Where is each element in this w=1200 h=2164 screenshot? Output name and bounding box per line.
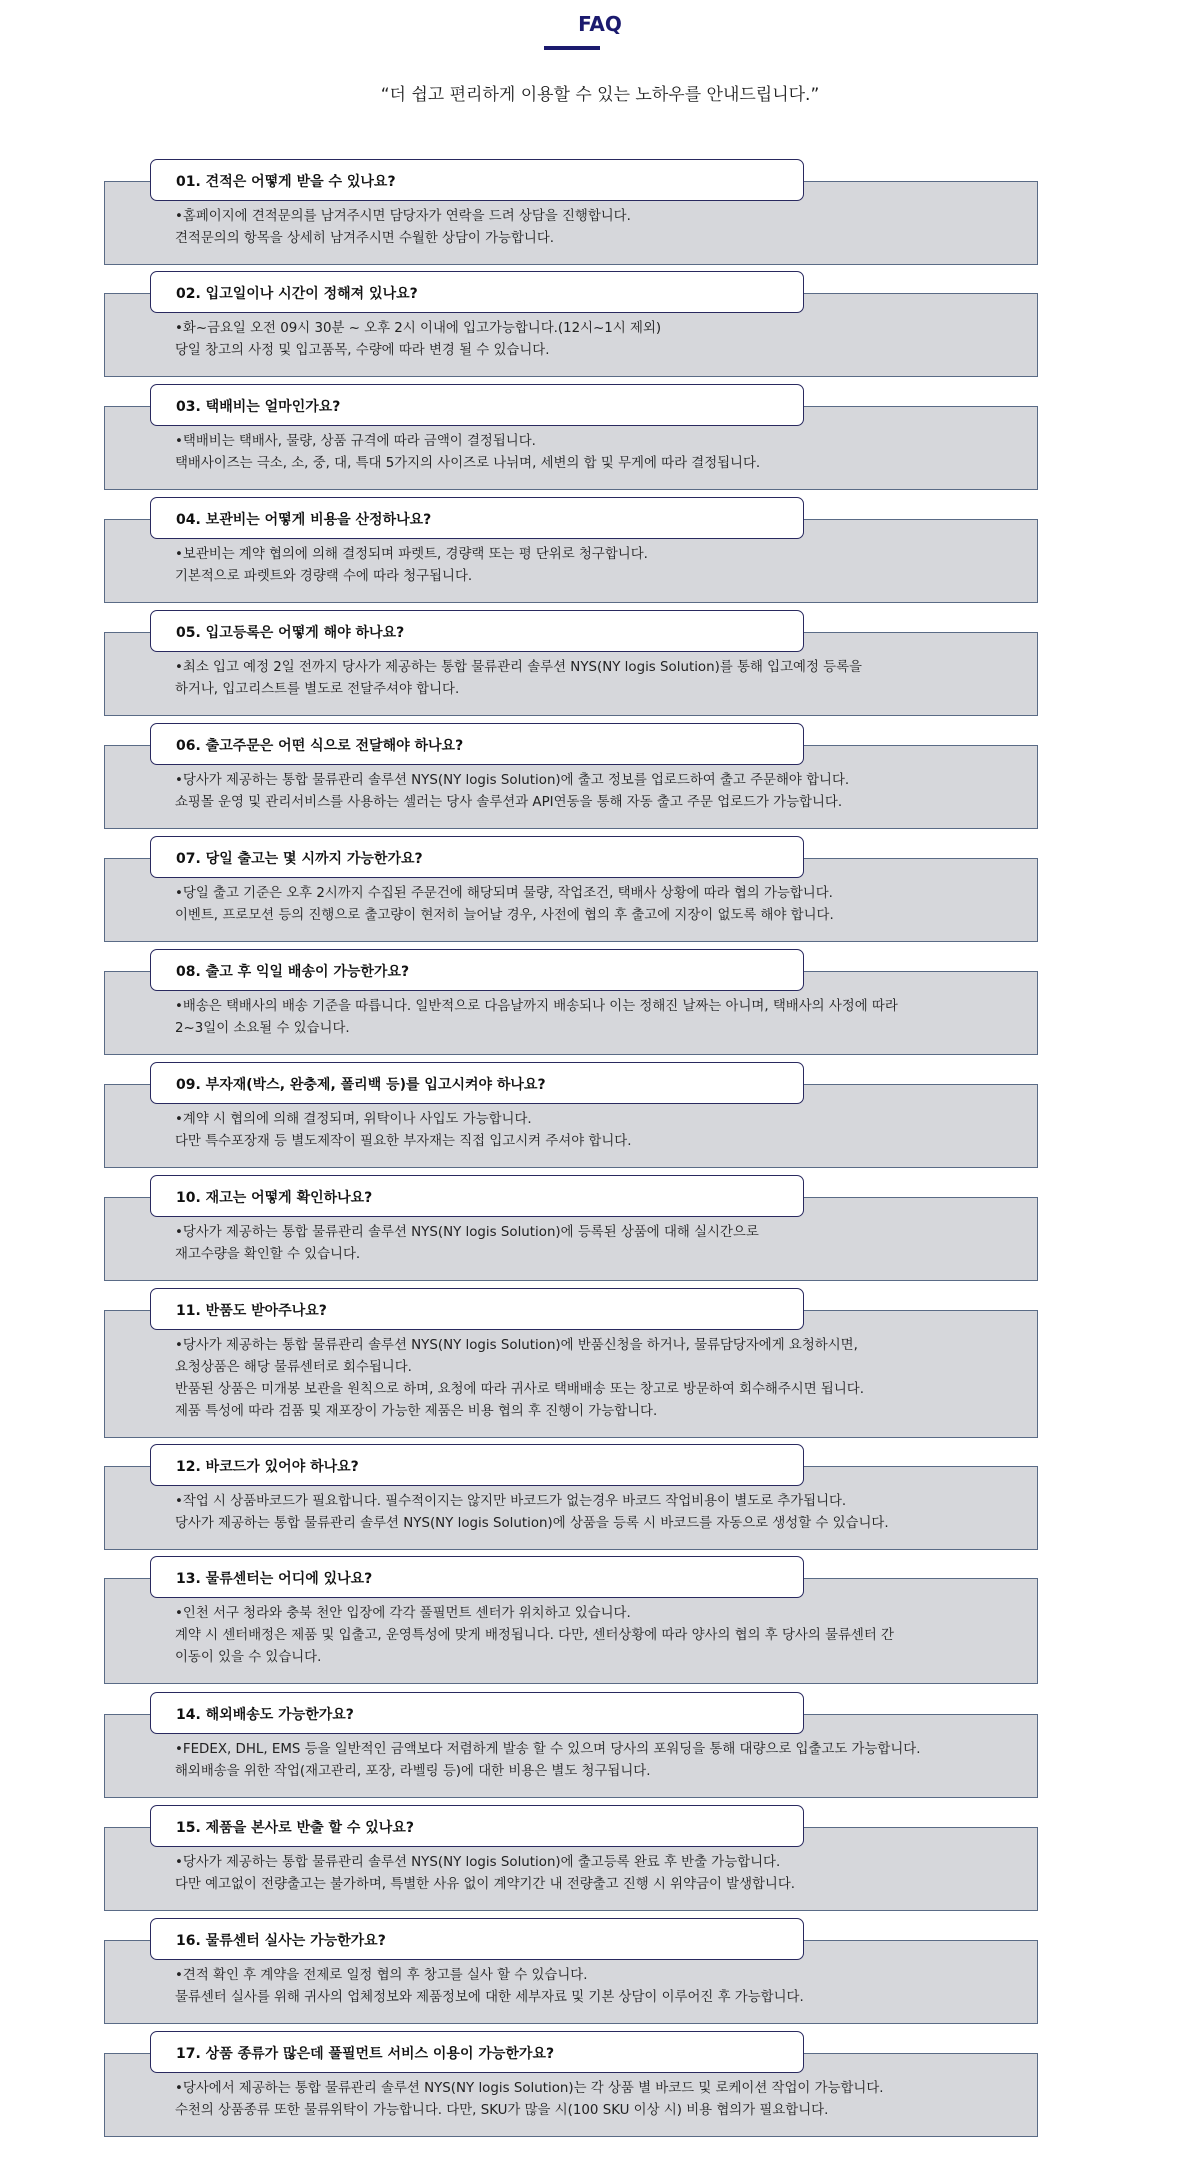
faq-question: 09. 부자재(박스, 완충제, 폴리백 등)를 입고시켜야 하나요? [176, 1077, 546, 1093]
faq-answer [175, 770, 1017, 814]
faq-answer [175, 2078, 1017, 2122]
faq-question-tab[interactable] [150, 1175, 804, 1217]
faq-answer-line: •보관비는 계약 협의에 의해 결정되며 파렛트, 경량랙 또는 평 단위로 청구합니다. [175, 547, 648, 562]
faq-answer-line: 견적문의의 항목을 상세히 남겨주시면 수월한 상담이 가능합니다. [175, 231, 555, 246]
faq-answer-line: •화~금요일 오전 09시 30분 ~ 오후 2시 이내에 입고가능합니다.(12시~1시 제외) [175, 321, 662, 336]
faq-answer-line: 해외배송을 위한 작업(재고관리, 포장, 라벨링 등)에 대한 비용은 별도 청구됩니다. [175, 1764, 651, 1779]
faq-answer-line: •당일 출고 기준은 오후 2시까지 수집된 주문건에 해당되며 물량, 작업조건, 택배사 상황에 따라 협의 가능합니다. [175, 886, 833, 901]
faq-question: 02. 입고일이나 시간이 정해져 있나요? [176, 286, 418, 302]
faq-answer-line: •인천 서구 청라와 충북 천안 입장에 각각 풀필먼트 센터가 위치하고 있습니다. [175, 1606, 631, 1621]
faq-question-tab[interactable] [150, 1918, 804, 1960]
faq-answer-line: 물류센터 실사를 위해 귀사의 업체정보와 제품정보에 대한 세부자료 및 기본 상담이 이루어진 후 가능합니다. [175, 1990, 804, 2005]
faq-answer [175, 318, 1017, 362]
faq-question-tab[interactable] [150, 384, 804, 426]
faq-answer-line: 재고수량을 확인할 수 있습니다. [175, 1247, 361, 1262]
faq-question: 03. 택배비는 얼마인가요? [176, 399, 341, 415]
faq-answer [175, 1739, 1017, 1783]
faq-question: 01. 견적은 어떻게 받을 수 있나요? [176, 174, 396, 190]
faq-answer-line: 당사가 제공하는 통합 물류관리 솔루션 NYS(NY logis Solution)에 상품을 등록 시 바코드를 자동으로 생성할 수 있습니다. [175, 1516, 889, 1531]
faq-answer-line: •작업 시 상품바코드가 필요합니다. 필수적이지는 않지만 바코드가 없는경우 바코드 작업비용이 별도로 추가됩니다. [175, 1494, 847, 1509]
faq-answer-line: •당사에서 제공하는 통합 물류관리 솔루션 NYS(NY logis Solution)는 각 상품 별 바코드 및 로케이션 작업이 가능합니다. [175, 2081, 884, 2096]
faq-answer-line: •계약 시 협의에 의해 결정되며, 위탁이나 사입도 가능합니다. [175, 1112, 532, 1127]
faq-answer-line: •당사가 제공하는 통합 물류관리 솔루션 NYS(NY logis Solution)에 출고 정보를 업로드하여 출고 주문해야 합니다. [175, 773, 850, 788]
faq-answer-line: 하거나, 입고리스트를 별도로 전달주셔야 합니다. [175, 682, 460, 697]
faq-question: 12. 바코드가 있어야 하나요? [176, 1459, 359, 1475]
faq-question: 10. 재고는 어떻게 확인하나요? [176, 1190, 373, 1206]
faq-answer [175, 1852, 1017, 1896]
page-title: FAQ [578, 12, 622, 36]
faq-answer-line: •당사가 제공하는 통합 물류관리 솔루션 NYS(NY logis Solution)에 등록된 상품에 대해 실시간으로 [175, 1225, 759, 1240]
faq-answer-line: 당일 창고의 사정 및 입고품목, 수량에 따라 변경 될 수 있습니다. [175, 343, 550, 358]
faq-question-tab[interactable] [150, 1692, 804, 1734]
faq-answer [175, 206, 1017, 250]
faq-question-tab[interactable] [150, 1556, 804, 1598]
faq-question: 04. 보관비는 어떻게 비용을 산정하나요? [176, 512, 432, 528]
faq-answer [175, 996, 1017, 1040]
faq-question-tab[interactable] [150, 159, 804, 201]
faq-answer-line: •최소 입고 예정 2일 전까지 당사가 제공하는 통합 물류관리 솔루션 NYS(NY logis Solution)를 통해 입고예정 등록을 [175, 660, 862, 675]
faq-question: 11. 반품도 받아주나요? [176, 1303, 327, 1319]
faq-question-tab[interactable] [150, 497, 804, 539]
faq-answer-line: 이벤트, 프로모션 등의 진행으로 출고량이 현저히 늘어날 경우, 사전에 협의 후 출고에 지장이 없도록 해야 합니다. [175, 908, 834, 923]
faq-answer-line: 기본적으로 파렛트와 경량랙 수에 따라 청구됩니다. [175, 569, 473, 584]
faq-answer [175, 883, 1017, 927]
faq-answer [175, 1491, 1017, 1535]
faq-answer-line: 쇼핑몰 운영 및 관리서비스를 사용하는 셀러는 당사 솔루션과 API연동을 통해 자동 출고 주문 업로드가 가능합니다. [175, 795, 843, 810]
faq-answer-line: 요청상품은 해당 물류센터로 회수됩니다. [175, 1360, 412, 1375]
faq-answer-line: 반품된 상품은 미개봉 보관을 원칙으로 하며, 요청에 따라 귀사로 택배배송 또는 창고로 방문하여 회수해주시면 됩니다. [175, 1382, 864, 1397]
faq-answer-line: 수천의 상품종류 또한 물류위탁이 가능합니다. 다만, SKU가 많을 시(100 SKU 이상 시) 비용 협의가 필요합니다. [175, 2103, 829, 2118]
faq-answer [175, 544, 1017, 588]
faq-answer [175, 1109, 1017, 1153]
faq-answer-line: 다만 특수포장재 등 별도제작이 필요한 부자재는 직접 입고시켜 주셔야 합니다. [175, 1134, 632, 1149]
faq-answer-line: 이동이 있을 수 있습니다. [175, 1650, 322, 1665]
faq-answer [175, 657, 1017, 701]
faq-question-tab[interactable] [150, 1062, 804, 1104]
faq-answer-line: •택배비는 택배사, 물량, 상품 규격에 따라 금액이 결정됩니다. [175, 434, 536, 449]
faq-question-tab[interactable] [150, 610, 804, 652]
faq-answer-line: •견적 확인 후 계약을 전제로 일정 협의 후 창고를 실사 할 수 있습니다. [175, 1968, 588, 1983]
faq-answer-line: •배송은 택배사의 배송 기준을 따릅니다. 일반적으로 다음날까지 배송되나 이는 정해진 날짜는 아니며, 택배사의 사정에 따라 [175, 999, 898, 1014]
faq-question: 08. 출고 후 익일 배송이 가능한가요? [176, 964, 410, 980]
faq-question-tab[interactable] [150, 949, 804, 991]
faq-question: 07. 당일 출고는 몇 시까지 가능한가요? [176, 851, 423, 867]
faq-question: 13. 물류센터는 어디에 있나요? [176, 1571, 373, 1587]
faq-question-tab[interactable] [150, 1444, 804, 1486]
page-subtitle: “더 쉽고 편리하게 이용할 수 있는 노하우를 안내드립니다.” [380, 85, 820, 105]
faq-question: 17. 상품 종류가 많은데 풀필먼트 서비스 이용이 가능한가요? [176, 2046, 555, 2062]
faq-question-tab[interactable] [150, 1805, 804, 1847]
faq-question-tab[interactable] [150, 271, 804, 313]
faq-answer [175, 431, 1017, 475]
faq-question: 14. 해외배송도 가능한가요? [176, 1707, 354, 1723]
faq-answer-line: 제품 특성에 따라 검품 및 재포장이 가능한 제품은 비용 협의 후 진행이 가능합니다. [175, 1404, 658, 1419]
faq-question-tab[interactable] [150, 836, 804, 878]
faq-question: 05. 입고등록은 어떻게 해야 하나요? [176, 625, 405, 641]
faq-answer-line: 2~3일이 소요될 수 있습니다. [175, 1021, 350, 1036]
faq-answer [175, 1965, 1017, 2009]
faq-answer [175, 1222, 1017, 1266]
faq-answer-line: •홈페이지에 견적문의를 남겨주시면 담당자가 연락을 드려 상담을 진행합니다. [175, 209, 631, 224]
faq-answer-line: 다만 예고없이 전량출고는 불가하며, 특별한 사유 없이 계약기간 내 전량출고 진행 시 위약금이 발생합니다. [175, 1877, 796, 1892]
faq-question-tab[interactable] [150, 2031, 804, 2073]
faq-question: 15. 제품을 본사로 반출 할 수 있나요? [176, 1820, 414, 1836]
faq-answer-line: 택배사이즈는 극소, 소, 중, 대, 특대 5가지의 사이즈로 나뉘며, 세변의 합 및 무게에 따라 결정됩니다. [175, 456, 761, 471]
faq-answer [175, 1335, 1017, 1423]
faq-question: 06. 출고주문은 어떤 식으로 전달해야 하나요? [176, 738, 464, 754]
faq-answer [175, 1603, 1017, 1669]
faq-answer-line: 계약 시 센터배정은 제품 및 입출고, 운영특성에 맞게 배정됩니다. 다만, 센터상황에 따라 양사의 협의 후 당사의 물류센터 간 [175, 1628, 894, 1643]
faq-answer-line: •당사가 제공하는 통합 물류관리 솔루션 NYS(NY logis Solution)에 출고등록 완료 후 반출 가능합니다. [175, 1855, 781, 1870]
faq-answer-line: •당사가 제공하는 통합 물류관리 솔루션 NYS(NY logis Solution)에 반품신청을 하거나, 물류담당자에게 요청하시면, [175, 1338, 858, 1353]
faq-question-tab[interactable] [150, 1288, 804, 1330]
faq-question: 16. 물류센터 실사는 가능한가요? [176, 1933, 386, 1949]
faq-question-tab[interactable] [150, 723, 804, 765]
faq-answer-line: •FEDEX, DHL, EMS 등을 일반적인 금액보다 저렴하게 발송 할 수 있으며 당사의 포워딩을 통해 대량으로 입출고도 가능합니다. [175, 1742, 921, 1757]
